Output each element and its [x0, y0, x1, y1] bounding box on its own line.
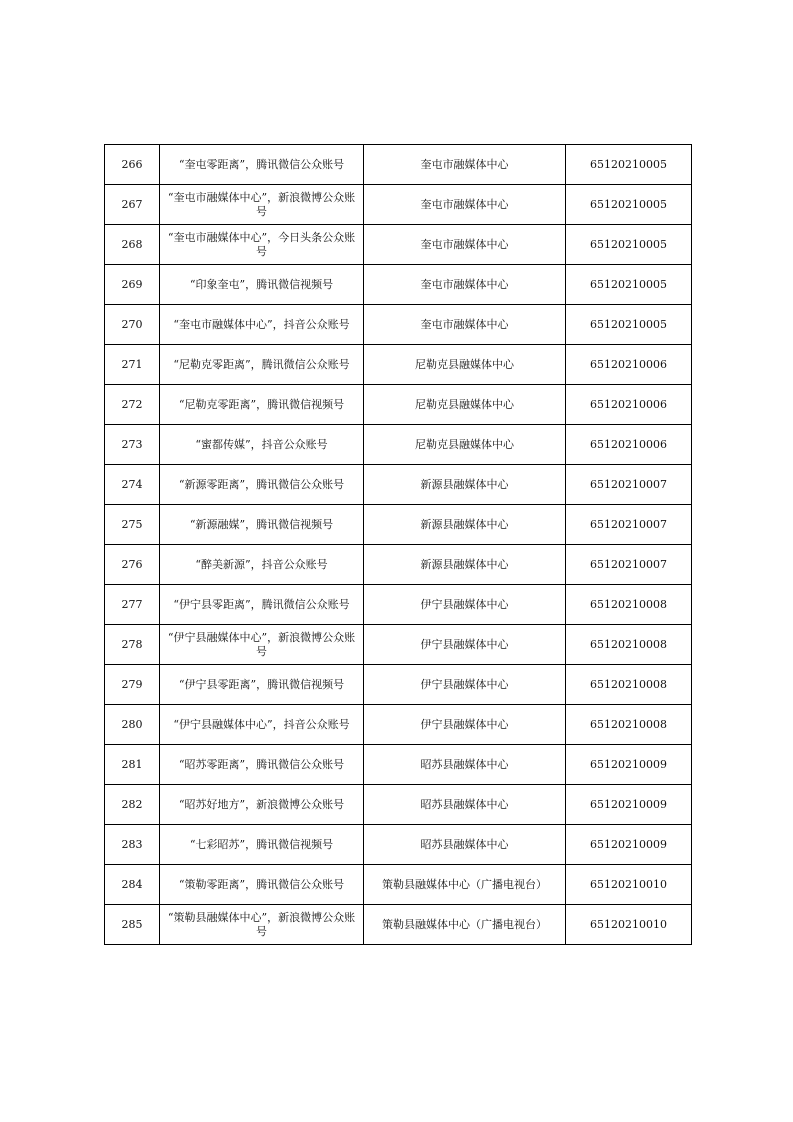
license-code: 65120210008 — [566, 585, 692, 625]
account-name: “七彩昭苏”，腾讯微信视频号 — [160, 825, 364, 865]
organization: 奎屯市融媒体中心 — [364, 145, 566, 185]
registry-table — [104, 144, 692, 945]
row-number: 277 — [105, 585, 160, 625]
account-name: “醉美新源”，抖音公众账号 — [160, 545, 364, 585]
table-row — [105, 745, 692, 785]
row-number: 270 — [105, 305, 160, 345]
table-row — [105, 585, 692, 625]
account-name: “新源融媒”，腾讯微信视频号 — [160, 505, 364, 545]
table-row — [105, 305, 692, 345]
organization: 昭苏县融媒体中心 — [364, 825, 566, 865]
account-name: “蜜都传媒”，抖音公众账号 — [160, 425, 364, 465]
row-number: 267 — [105, 185, 160, 225]
license-code: 65120210005 — [566, 185, 692, 225]
table-row — [105, 145, 692, 185]
license-code: 65120210009 — [566, 785, 692, 825]
account-name: “奎屯零距离”，腾讯微信公众账号 — [160, 145, 364, 185]
account-name: “新源零距离”，腾讯微信公众账号 — [160, 465, 364, 505]
account-name: “策勒县融媒体中心”，新浪微博公众账号 — [160, 905, 364, 945]
table-row — [105, 265, 692, 305]
account-name: “尼勒克零距离”，腾讯微信视频号 — [160, 385, 364, 425]
table-row — [105, 505, 692, 545]
account-name: “伊宁县零距离”，腾讯微信公众账号 — [160, 585, 364, 625]
organization: 伊宁县融媒体中心 — [364, 665, 566, 705]
row-number: 280 — [105, 705, 160, 745]
row-number: 281 — [105, 745, 160, 785]
license-code: 65120210005 — [566, 225, 692, 265]
organization: 昭苏县融媒体中心 — [364, 745, 566, 785]
license-code: 65120210010 — [566, 905, 692, 945]
organization: 新源县融媒体中心 — [364, 505, 566, 545]
account-name: “尼勒克零距离”，腾讯微信公众账号 — [160, 345, 364, 385]
license-code: 65120210007 — [566, 505, 692, 545]
organization: 尼勒克县融媒体中心 — [364, 425, 566, 465]
organization: 伊宁县融媒体中心 — [364, 625, 566, 665]
organization: 尼勒克县融媒体中心 — [364, 385, 566, 425]
account-name: “印象奎屯”，腾讯微信视频号 — [160, 265, 364, 305]
table-row — [105, 865, 692, 905]
table-row — [105, 825, 692, 865]
row-number: 275 — [105, 505, 160, 545]
account-name: “奎屯市融媒体中心”，新浪微博公众账号 — [160, 185, 364, 225]
organization: 新源县融媒体中心 — [364, 545, 566, 585]
license-code: 65120210008 — [566, 625, 692, 665]
row-number: 282 — [105, 785, 160, 825]
row-number: 278 — [105, 625, 160, 665]
account-name: “伊宁县融媒体中心”，新浪微博公众账号 — [160, 625, 364, 665]
license-code: 65120210008 — [566, 665, 692, 705]
organization: 策勒县融媒体中心（广播电视台） — [364, 905, 566, 945]
organization: 伊宁县融媒体中心 — [364, 705, 566, 745]
license-code: 65120210010 — [566, 865, 692, 905]
table-row — [105, 425, 692, 465]
account-name: “伊宁县融媒体中心”，抖音公众账号 — [160, 705, 364, 745]
account-name: “昭苏零距离”，腾讯微信公众账号 — [160, 745, 364, 785]
table-row — [105, 225, 692, 265]
row-number: 285 — [105, 905, 160, 945]
license-code: 65120210007 — [566, 465, 692, 505]
row-number: 272 — [105, 385, 160, 425]
organization: 尼勒克县融媒体中心 — [364, 345, 566, 385]
row-number: 273 — [105, 425, 160, 465]
table-row — [105, 625, 692, 665]
organization: 奎屯市融媒体中心 — [364, 265, 566, 305]
organization: 奎屯市融媒体中心 — [364, 225, 566, 265]
organization: 奎屯市融媒体中心 — [364, 185, 566, 225]
account-name: “伊宁县零距离”，腾讯微信视频号 — [160, 665, 364, 705]
table-row — [105, 465, 692, 505]
row-number: 283 — [105, 825, 160, 865]
row-number: 269 — [105, 265, 160, 305]
license-code: 65120210005 — [566, 265, 692, 305]
license-code: 65120210008 — [566, 705, 692, 745]
row-number: 266 — [105, 145, 160, 185]
table-row — [105, 185, 692, 225]
organization: 昭苏县融媒体中心 — [364, 785, 566, 825]
table-row — [105, 345, 692, 385]
license-code: 65120210006 — [566, 425, 692, 465]
table-row — [105, 385, 692, 425]
license-code: 65120210009 — [566, 825, 692, 865]
table-row — [105, 665, 692, 705]
license-code: 65120210005 — [566, 145, 692, 185]
registry-table-body — [105, 145, 692, 945]
license-code: 65120210009 — [566, 745, 692, 785]
account-name: “昭苏好地方”，新浪微博公众账号 — [160, 785, 364, 825]
license-code: 65120210006 — [566, 385, 692, 425]
table-row — [105, 785, 692, 825]
account-name: “策勒零距离”，腾讯微信公众账号 — [160, 865, 364, 905]
table-row — [105, 905, 692, 945]
organization: 奎屯市融媒体中心 — [364, 305, 566, 345]
row-number: 274 — [105, 465, 160, 505]
license-code: 65120210007 — [566, 545, 692, 585]
row-number: 268 — [105, 225, 160, 265]
row-number: 279 — [105, 665, 160, 705]
organization: 新源县融媒体中心 — [364, 465, 566, 505]
row-number: 276 — [105, 545, 160, 585]
row-number: 271 — [105, 345, 160, 385]
table-row — [105, 545, 692, 585]
license-code: 65120210005 — [566, 305, 692, 345]
organization: 伊宁县融媒体中心 — [364, 585, 566, 625]
license-code: 65120210006 — [566, 345, 692, 385]
account-name: “奎屯市融媒体中心”，今日头条公众账号 — [160, 225, 364, 265]
table-row — [105, 705, 692, 745]
account-name: “奎屯市融媒体中心”，抖音公众账号 — [160, 305, 364, 345]
organization: 策勒县融媒体中心（广播电视台） — [364, 865, 566, 905]
row-number: 284 — [105, 865, 160, 905]
